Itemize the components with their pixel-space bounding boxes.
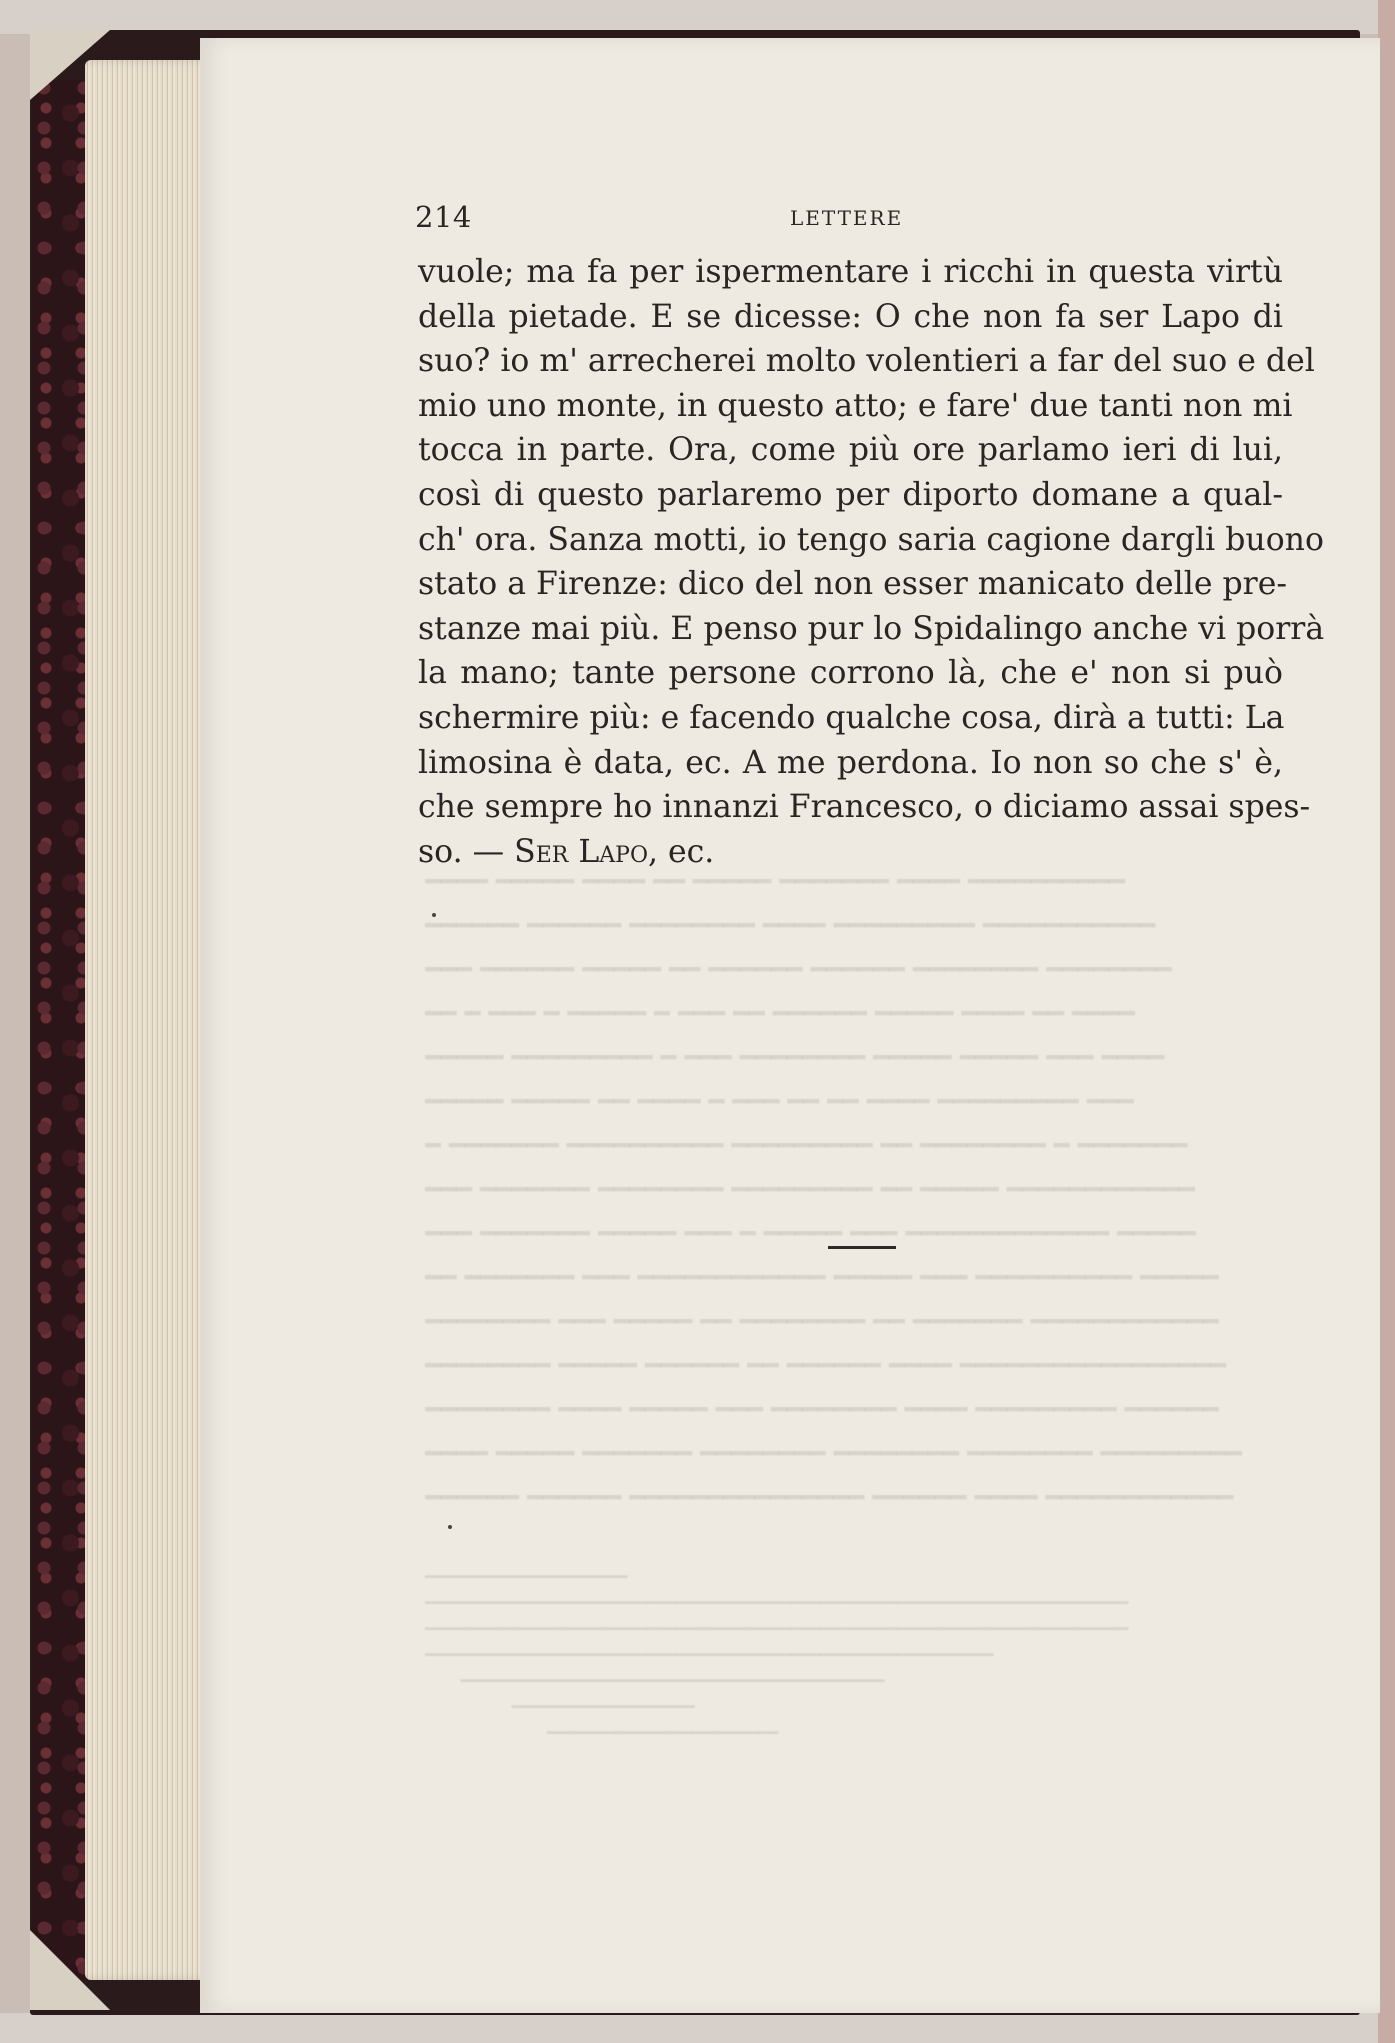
letter-body: [418, 250, 1325, 874]
text-line: schermire più: e facendo qualche cosa, dirà a tutti: La: [418, 699, 1285, 736]
text-line: della pietade. E se dicesse: O che non fa ser Lapo di: [418, 298, 1283, 335]
text-line: ch' ora. Sanza motti, io tengo saria cagione dargli buono: [418, 521, 1324, 558]
running-head: LETTERE: [790, 206, 904, 230]
signature: Ser Lapo: [514, 833, 648, 870]
text-line: tocca in parte. Ora, come più ore parlamo ieri di lui,: [418, 432, 1283, 469]
text-line: suo? io m' arrecherei molto volentieri a far del suo e del: [418, 343, 1315, 380]
text-line: che sempre ho innanzi Francesco, o diciamo assai spes-: [418, 789, 1311, 826]
text-line: stato a Firenze: dico del non esser manicato delle pre-: [418, 566, 1287, 603]
show-through-text: ━━━━ ━━━━━ ━━━━ ━━ ━━━━━ ━━━━━━━ ━━━━ ━━━━━━━━━━ ━━━━━━ ━━━━━━ ━━━━━━━━ ━━━━ ━━━━━━━━━ ━━━━━━━━━━━ ━━━ ━━━━━━ ━━━━━ ━━ ━━━━━━ ━━━━━━ ━━━━━━━━ ━━━━━━━━ ━━ ━ ━━━ ━ ━━━━━ ━ ━━━ ━━ ━━━━━━ ━━━━━ ━━━━ ━━ ━━━━ ━━━━━ ━━━━━━━━━ ━ ━━━ ━━━━━━━━ ━━━━━ ━━━━━ ━━━ ━━━━ ━━━━━ ━━━━━ ━━ ━━━━ ━ ━━━ ━━ ━━ ━━━━ ━━━━━━━━━ ━━━ ━ ━━━━━━━ ━━━━━━━━━━ ━━━━━━━━━ ━━ ━━━━━━━━ ━ ━━━━━━━ ━━━ ━━━━━━━ ━━━━━━━━ ━━━━━━━━━ ━━ ━━━━━ ━━━━━━━━━━━━ ━━━ ━━━━━━━ ━━━━━ ━━━ ━ ━━━━━ ━━━ ━━━━━━━━━━━━━ ━━━━━ ━━ ━━━━━━━ ━━━ ━━━━━━━━━━━━ ━━━━━ ━━━ ━━━━━━━━━━ ━━━━━ ━━━━━━━━ ━━━ ━━━━━ ━━ ━━━━━━━━ ━━ ━━━━━━━ ━━━━━━━━━━━━ ━━━━━━━━ ━━━━━ ━━━━━━ ━━ ━━━━━━ ━━━━ ━━━━━━━━━━━━━━━━━ ━━━━━━━━ ━━━━ ━━━━━ ━━━ ━━━━━━━━ ━━━━ ━━━━━━━━━ ━━━━━━ ━━━━ ━━━━━ ━━━━━━━ ━━━━━━━━ ━━━━━━━━ ━━━━━━━━ ━━━━━━━━━ ━━━━━━ ━━━━━━ ━━━━━━━━━━━━━━━ ━━━━━━ ━━━━ ━━━━━━━━━━━━ ━━━━━━━━━━━━━━━━━━━━━ ━━━━━━━━━━━━━━━━━━━━━━━━━━━━━━━━━━━━━━━━━━━━━━━━━━━━━━━━━━━━━━━━━━━━━━━━━ ━━━━━━━━━━━━━━━━━━━━━━━━━━━━━━━━━━━━━━━━━━━━━━━━━━━━━━━━━━━━━━━━━━━━━━━━━ ━━━━━━━━━━━━━━━━━━━━━━━━━━━━━━━━━━━━━━━━━━━━━━━━━━━━━━━━━━━ ━━━━━━━━━━━━━━━━━━━━━━━━━━━━━━━━━━━━━━━━━━━━ ━━━━━━━━━━━━━━━━━━━ ━━━━━━━━━━━━━━━━━━━━━━━━: [425, 867, 1242, 1742]
background-bottom: [0, 2013, 1395, 2043]
page-number: 214: [415, 200, 472, 234]
text-line: mio uno monte, in questo atto; e fare' due tanti non mi: [418, 387, 1293, 424]
text-line: limosina è data, ec. A me perdona. Io non so che s' è,: [418, 744, 1283, 781]
closing-suffix: , ec.: [648, 833, 715, 870]
background-top: [0, 0, 1395, 34]
page-edges: [85, 60, 215, 1980]
background-right: [1378, 0, 1395, 2043]
text-line: la mano; tante persone corrono là, che e' non si può: [418, 655, 1283, 692]
closing-prefix: so. —: [418, 833, 515, 870]
text-line: così di questo parlaremo per diporto domane a qual-: [418, 476, 1283, 513]
text-line: stanze mai più. E penso pur lo Spidalingo anche vi porrà: [418, 610, 1325, 647]
marbled-board: [32, 80, 87, 1980]
text-line: vuole; ma fa per ispermentare i ricchi in questa virtù: [418, 254, 1283, 290]
